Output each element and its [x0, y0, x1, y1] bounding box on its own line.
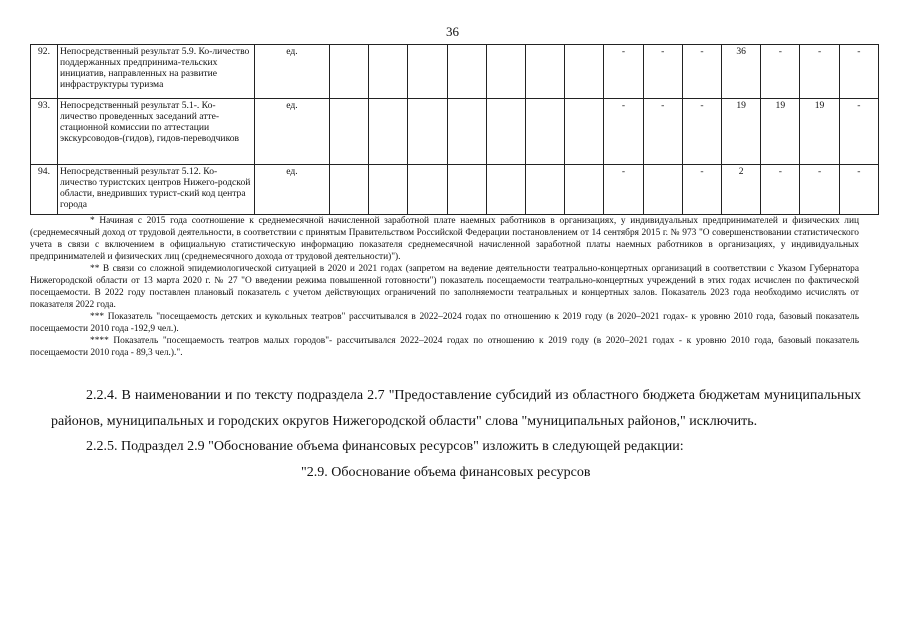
value-cell [330, 165, 369, 215]
unit-cell: ед. [255, 99, 330, 165]
value-cell: - [682, 45, 721, 99]
value-cell: - [604, 45, 643, 99]
footnote-3: *** Показатель "посещаемость детских и кукольных театров" рассчитывался в 2022–2024 годах по отношению к 2019 году (в 2020–2021 годах- к уровню 2010 года, базовый показатель посещаемости 2010 года -192,9 чел.). [30, 312, 859, 334]
value-cell [408, 99, 447, 165]
unit-cell: ед. [255, 45, 330, 99]
value-cell [408, 45, 447, 99]
value-cell [369, 165, 408, 215]
value-cell: 19 [722, 99, 761, 165]
value-cell [565, 45, 604, 99]
value-cell [369, 45, 408, 99]
value-cell: 36 [722, 45, 761, 99]
value-cell: - [761, 165, 800, 215]
value-cell [526, 99, 565, 165]
value-cell [447, 45, 486, 99]
footnote-2: ** В связи со сложной эпидемиологической ситуацией в 2020 и 2021 годах (запретом на ведение деятельности театрально-концертных организаций в соответствии с Указом Губернатора Нижегородской области от 13 марта 2020 г. № 27 "О введении режима повышенной готовности") показатель посещаемости театрально-концертных учреждений в этих годах исчислен по фактической посещаемости. В 2022 году поставлен плановый показатель с учетом действующих ограничений по заполняемости театральных и концертных залов. Показатель 2023 года необходимо исчислять от показателя 2022 года. [30, 264, 859, 310]
footnote-1: * Начиная с 2015 года соотношение к среднемесячной начисленной заработной плате наемных работников в организациях, у индивидуальных предпринимателей и физических лиц (среднемесячный доход от трудовой деятельности, в соответствии с принятым Правительством Российской Федерации постановлением от 14 сентября 2015 г. № 973 "О совершенствовании статистического учета в связи с включением в официальную статистическую информацию показателя среднемесячной начисленной заработной платы наемных работников в организациях, у индивидуальных предпринимателей и физических лиц (среднемесячного дохода от трудовой деятельности)"). [30, 216, 859, 262]
table-row [31, 45, 879, 99]
value-cell [486, 99, 525, 165]
footnotes [30, 215, 859, 359]
value-cell [565, 165, 604, 215]
value-cell [486, 165, 525, 215]
paragraph-2-2-5: 2.2.5. Подраздел 2.9 "Обоснование объема финансовых ресурсов" изложить в следующей редакции: [86, 439, 684, 454]
value-cell: - [604, 99, 643, 165]
value-cell: 19 [800, 99, 839, 165]
row-number: 92. [31, 45, 58, 99]
value-cell: - [761, 45, 800, 99]
indicator-name: Непосредственный результат 5.12. Ко-личество туристских центров Нижего-родской области, внедривших турист-ский код центра города [58, 165, 255, 215]
value-cell [408, 165, 447, 215]
value-cell [486, 45, 525, 99]
value-cell: - [604, 165, 643, 215]
row-number: 93. [31, 99, 58, 165]
indicator-name: Непосредственный результат 5.1-. Ко-личество проведенных заседаний атте-стационной комиссии по аттестации экскурсоводов-(гидов), гидов-переводчиков [58, 99, 255, 165]
value-cell: - [839, 165, 878, 215]
value-cell: - [800, 165, 839, 215]
value-cell [565, 99, 604, 165]
results-table [30, 44, 879, 215]
unit-cell: ед. [255, 165, 330, 215]
value-cell [526, 45, 565, 99]
value-cell: - [643, 45, 682, 99]
value-cell [330, 99, 369, 165]
value-cell: - [682, 165, 721, 215]
indicator-name: Непосредственный результат 5.9. Ко-личество поддержанных предпринима-тельских инициатив, направленных на развитие инфраструктуры туризма [58, 45, 255, 99]
paragraph-2-2-4: 2.2.4. В наименовании и по тексту подраздела 2.7 "Предоставление субсидий из областного бюджета бюджетам муниципальных районов, муниципальных и городских округов Нижегородской области" слова "муниципальных районов," исключить. [51, 388, 861, 429]
value-cell [330, 45, 369, 99]
value-cell: - [839, 45, 878, 99]
value-cell: - [839, 99, 878, 165]
value-cell [447, 99, 486, 165]
value-cell [526, 165, 565, 215]
table-row [31, 99, 879, 165]
row-number: 94. [31, 165, 58, 215]
footnote-4: **** Показатель "посещаемость театров малых городов"- рассчитывался 2022–2024 годах по отношению к 2019 году (в 2020–2021 годах - к уровню 2010 года, базовый показатель посещаемости 2010 года - 89,3 чел.).". [30, 336, 859, 358]
table-row [31, 165, 879, 215]
value-cell: 19 [761, 99, 800, 165]
body-text [51, 383, 861, 485]
value-cell [447, 165, 486, 215]
value-cell [643, 165, 682, 215]
value-cell: - [682, 99, 721, 165]
value-cell: - [800, 45, 839, 99]
results-table-body [31, 45, 879, 215]
section-heading: "2.9. Обоснование объема финансовых ресурсов [301, 464, 591, 480]
value-cell [369, 99, 408, 165]
page-number: 36 [446, 24, 459, 39]
value-cell: - [643, 99, 682, 165]
value-cell: 2 [722, 165, 761, 215]
